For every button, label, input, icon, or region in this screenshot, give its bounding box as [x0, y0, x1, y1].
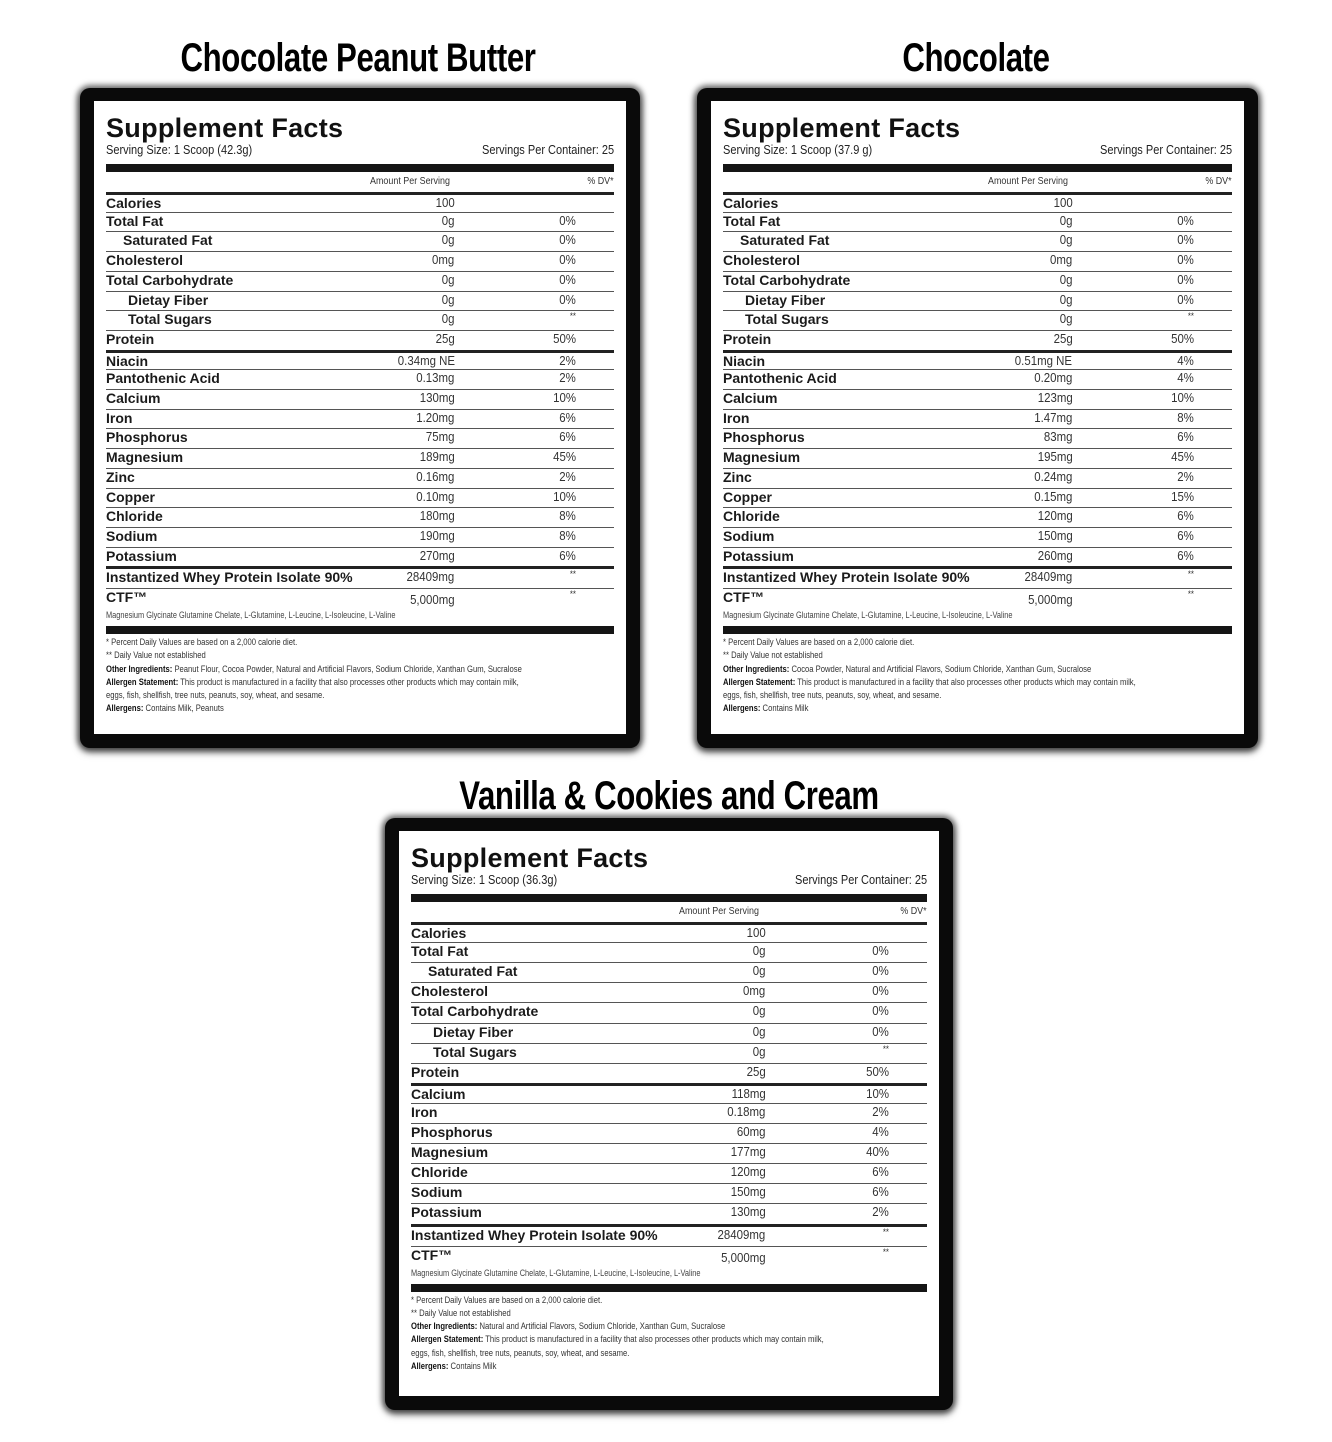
- nutrient-name: Calcium: [411, 1085, 466, 1102]
- nutrient-name: Potassium: [723, 547, 794, 564]
- nutrient-name: Sodium: [723, 527, 775, 544]
- top-thick-rule: [411, 894, 927, 902]
- nutrient-row: [106, 310, 614, 330]
- nutrient-amount: 0g: [441, 232, 455, 248]
- nutrient-amount: 0.24mg: [1034, 468, 1073, 484]
- nutrient-row: [723, 251, 1232, 271]
- nutrient-name: Magnesium: [411, 1144, 489, 1161]
- flavor-title: Vanilla & Cookies and Cream: [459, 774, 879, 818]
- column-header-dv: % DV*: [1205, 175, 1232, 187]
- nutrient-row: [411, 1163, 927, 1183]
- nutrient-amount: 0g: [752, 1043, 766, 1059]
- nutrient-daily-value: 0%: [1177, 252, 1194, 268]
- nutrient-row: [411, 1183, 927, 1203]
- nutrient-row: [106, 566, 614, 586]
- nutrient-amount: 0g: [752, 963, 766, 979]
- nutrient-name: Calcium: [723, 390, 778, 406]
- nutrient-row: [106, 547, 614, 567]
- nutrient-name: Calcium: [106, 390, 161, 406]
- column-header-dv: % DV*: [587, 175, 614, 187]
- nutrient-daily-value: 6%: [1177, 508, 1194, 524]
- nutrient-daily-value: 0%: [1177, 212, 1194, 228]
- nutrient-row: [106, 291, 614, 311]
- nutrient-row: [106, 192, 614, 212]
- nutrient-name: Calories: [106, 195, 162, 211]
- nutrient-row: [723, 389, 1232, 409]
- nutrient-name: Cholesterol: [411, 983, 489, 1000]
- servings-per-container: Servings Per Container: 25: [794, 873, 927, 887]
- nutrient-amount: 0.16mg: [416, 468, 455, 484]
- nutrient-amount: 0.15mg: [1034, 488, 1073, 504]
- nutrient-daily-value: 50%: [1171, 330, 1194, 346]
- nutrient-amount: 195mg: [1037, 449, 1073, 465]
- nutrient-row: [411, 1203, 927, 1223]
- allergens: [723, 702, 1136, 715]
- nutrient-daily-value: 0%: [872, 983, 889, 999]
- nutrient-row: [723, 369, 1232, 389]
- supplement-facts-label: [399, 831, 939, 1396]
- nutrient-daily-value: **: [1187, 569, 1194, 580]
- supplement-facts-label: [94, 101, 626, 734]
- nutrient-row: [723, 231, 1232, 251]
- nutrient-daily-value: 10%: [553, 390, 576, 405]
- nutrient-amount: 0g: [1059, 291, 1073, 307]
- nutrient-name: Phosphorus: [106, 429, 188, 446]
- nutrient-daily-value: 0%: [872, 943, 889, 959]
- allergens-label: Allergens:: [723, 703, 761, 714]
- ctf-ingredients: Magnesium Glycinate Glutamine Chelate, L-Glutamine, L-Leucine, L-Isoleucine, L-Valine: [106, 610, 396, 620]
- nutrient-daily-value: 6%: [559, 409, 576, 425]
- nutrient-daily-value: 2%: [1177, 468, 1194, 484]
- nutrient-row: [723, 310, 1232, 330]
- nutrient-amount: 25g: [1053, 330, 1073, 346]
- nutrient-daily-value: 10%: [553, 488, 576, 504]
- nutrient-amount: 0g: [1059, 311, 1073, 327]
- nutrient-amount: 0.20mg: [1034, 370, 1073, 386]
- other-ingredients-text: Peanut Flour, Cocoa Powder, Natural and Artificial Flavors, Sodium Chloride, Xanthan Gum, Sucralose: [172, 663, 522, 674]
- nutrient-name: Instantized Whey Protein Isolate 90%: [723, 569, 970, 586]
- nutrient-daily-value: 8%: [559, 527, 576, 543]
- nutrient-daily-value: 2%: [559, 468, 576, 484]
- nutrient-daily-value: 6%: [559, 429, 576, 445]
- nutrient-row: [411, 1143, 927, 1163]
- nutrient-amount: 180mg: [419, 508, 455, 524]
- footnote-not-established: ** Daily Value not established: [723, 650, 823, 661]
- bottom-thick-rule: [106, 626, 614, 634]
- nutrient-daily-value: 0%: [872, 963, 889, 979]
- footnote-dv-basis: * Percent Daily Values are based on a 2,000 calorie diet.: [411, 1294, 603, 1305]
- nutrient-daily-value: 0%: [1177, 291, 1194, 307]
- nutrient-daily-value: 10%: [1171, 390, 1194, 405]
- footnote-dv-basis: * Percent Daily Values are based on a 2,000 calorie diet.: [723, 637, 915, 647]
- nutrient-amount: 0g: [1059, 212, 1073, 228]
- nutrient-daily-value: **: [569, 569, 576, 580]
- nutrient-amount: 0g: [752, 1023, 766, 1039]
- nutrient-row: [411, 982, 927, 1002]
- supplement-facts-label: [711, 101, 1244, 734]
- nutrient-amount: 0g: [752, 1003, 766, 1019]
- nutrient-name: Pantothenic Acid: [723, 370, 837, 387]
- nutrient-daily-value: 2%: [559, 352, 576, 368]
- nutrient-name: Total Fat: [411, 943, 469, 960]
- allergen-statement-text: This product is manufactured in a facility that also processes other products which may contain milk,: [483, 1334, 824, 1345]
- ctf-ingredients: Magnesium Glycinate Glutamine Chelate, L-Glutamine, L-Leucine, L-Isoleucine, L-Valine: [723, 610, 1013, 620]
- nutrient-daily-value: 0%: [872, 1003, 889, 1019]
- nutrient-amount: 1.47mg: [1034, 409, 1073, 425]
- top-thick-rule: [106, 164, 614, 172]
- nutrient-row: [411, 1023, 927, 1043]
- nutrient-name: Cholesterol: [106, 252, 184, 269]
- nutrient-row: [411, 1103, 927, 1123]
- nutrient-daily-value: **: [1187, 311, 1194, 322]
- nutrient-daily-value: 4%: [1177, 370, 1194, 386]
- nutrient-daily-value: 2%: [559, 370, 576, 386]
- nutrient-name: Chloride: [106, 508, 163, 525]
- nutrient-amount: 189mg: [419, 449, 455, 465]
- nutrient-amount: 0.34mg NE: [397, 352, 455, 368]
- nutrient-daily-value: 50%: [866, 1063, 889, 1079]
- allergen-statement-label: Allergen Statement:: [723, 676, 796, 687]
- nutrient-daily-value: **: [1187, 589, 1194, 599]
- nutrient-name: Saturated Fat: [123, 232, 213, 249]
- nutrient-name: Copper: [106, 488, 155, 505]
- nutrient-amount: 177mg: [730, 1144, 766, 1160]
- nutrient-daily-value: 6%: [1177, 547, 1194, 563]
- nutrient-amount: 0g: [441, 311, 455, 327]
- nutrient-amount: 130mg: [419, 390, 455, 405]
- nutrient-row: [106, 507, 614, 527]
- label-heading: Supplement Facts: [723, 113, 961, 143]
- nutrient-row: [106, 428, 614, 448]
- nutrient-amount: 270mg: [419, 547, 455, 563]
- nutrient-daily-value: **: [882, 1226, 889, 1237]
- nutrient-row: [723, 212, 1232, 232]
- footnote-dv-basis: * Percent Daily Values are based on a 2,000 calorie diet.: [106, 637, 298, 647]
- nutrient-daily-value: 6%: [872, 1164, 889, 1180]
- footnotes: [106, 636, 522, 716]
- allergen-statement-cont: eggs, fish, shellfish, tree nuts, peanuts, soy, wheat, and sesame.: [411, 1347, 630, 1358]
- nutrient-row: [106, 448, 614, 468]
- nutrient-daily-value: 45%: [1171, 449, 1194, 465]
- nutrient-daily-value: 0%: [559, 271, 576, 287]
- nutrient-amount: 28409mg: [1024, 569, 1073, 585]
- nutrient-name: Cholesterol: [723, 252, 801, 269]
- allergens: [411, 1360, 824, 1373]
- nutrient-name: Total Fat: [723, 212, 781, 229]
- nutrient-row: [411, 1224, 927, 1244]
- nutrient-amount: 83mg: [1043, 429, 1073, 445]
- nutrient-row: [106, 468, 614, 488]
- ctf-ingredients: Magnesium Glycinate Glutamine Chelate, L-Glutamine, L-Leucine, L-Isoleucine, L-Valine: [411, 1267, 701, 1278]
- nutrient-row: [106, 488, 614, 508]
- nutrient-amount: 1.20mg: [416, 409, 455, 425]
- nutrient-daily-value: 45%: [553, 449, 576, 465]
- nutrient-amount: 25g: [746, 1063, 766, 1079]
- nutrient-name: Iron: [411, 1103, 438, 1120]
- servings-per-container: Servings Per Container: 25: [481, 143, 614, 157]
- nutrient-name: Total Fat: [106, 212, 164, 229]
- footnote-not-established: ** Daily Value not established: [411, 1307, 511, 1318]
- nutrient-row: [723, 192, 1232, 212]
- nutrient-amount: 0.13mg: [416, 370, 455, 386]
- allergen-statement: [106, 676, 522, 689]
- nutrient-amount: 0g: [441, 212, 455, 228]
- nutrient-row: [106, 212, 614, 232]
- other-ingredients-label: Other Ingredients:: [106, 663, 173, 674]
- column-header-amount: Amount Per Serving: [679, 905, 760, 917]
- nutrient-row: [723, 468, 1232, 488]
- nutrient-amount: 150mg: [730, 1184, 766, 1200]
- nutrient-amount: 0g: [441, 271, 455, 287]
- nutrient-row: [106, 527, 614, 547]
- nutrient-amount: 100: [746, 925, 766, 940]
- nutrient-row: [723, 507, 1232, 527]
- nutrient-amount: 0.10mg: [416, 488, 455, 504]
- servings-per-container: Servings Per Container: 25: [1099, 143, 1232, 157]
- nutrient-name: Calories: [411, 925, 467, 941]
- nutrient-row: [411, 1063, 927, 1083]
- nutrient-row: [411, 1043, 927, 1063]
- label-heading: Supplement Facts: [411, 843, 649, 873]
- nutrient-name: CTF™: [106, 589, 148, 605]
- allergens-label: Allergens:: [106, 703, 144, 714]
- other-ingredients-label: Other Ingredients:: [411, 1321, 478, 1332]
- footnotes: [723, 636, 1136, 716]
- nutrient-daily-value: 0%: [559, 291, 576, 307]
- nutrient-amount: 260mg: [1037, 547, 1073, 563]
- nutrient-amount: 28409mg: [717, 1226, 766, 1242]
- nutrient-row: [411, 1083, 927, 1103]
- nutrient-amount: 130mg: [730, 1204, 766, 1220]
- nutrient-name: Potassium: [411, 1204, 482, 1221]
- nutrient-name: Iron: [106, 409, 133, 426]
- column-header-amount: Amount Per Serving: [370, 175, 451, 187]
- nutrient-amount: 120mg: [1037, 508, 1073, 524]
- nutrient-amount: 0g: [441, 291, 455, 307]
- other-ingredients-text: Natural and Artificial Flavors, Sodium Chloride, Xanthan Gum, Sucralose: [477, 1321, 726, 1332]
- allergen-statement-label: Allergen Statement:: [411, 1334, 484, 1345]
- nutrient-row: [106, 369, 614, 389]
- nutrient-name: Sodium: [106, 527, 158, 544]
- nutrient-row: [106, 389, 614, 409]
- nutrient-name: Dietay Fiber: [745, 291, 826, 308]
- allergens-text: Contains Milk, Peanuts: [143, 703, 224, 714]
- nutrient-amount: 0mg: [743, 983, 766, 999]
- nutrient-row: [723, 448, 1232, 468]
- nutrient-daily-value: 8%: [559, 508, 576, 524]
- nutrient-row: [723, 291, 1232, 311]
- other-ingredients: [106, 663, 522, 676]
- nutrient-name: Protein: [411, 1063, 460, 1080]
- nutrient-amount: 100: [435, 195, 455, 210]
- nutrient-name: Total Sugars: [745, 311, 829, 328]
- nutrient-name: Pantothenic Acid: [106, 370, 220, 387]
- serving-size: Serving Size: 1 Scoop (37.9 g): [723, 143, 873, 157]
- nutrient-name: Zinc: [106, 468, 135, 485]
- allergens-text: Contains Milk: [760, 703, 809, 714]
- nutrient-daily-value: **: [882, 1246, 889, 1257]
- nutrient-amount: 28409mg: [406, 569, 455, 585]
- nutrient-row: [106, 271, 614, 291]
- nutrient-row: [723, 330, 1232, 350]
- column-header-amount: Amount Per Serving: [987, 175, 1068, 187]
- nutrient-name: Protein: [723, 330, 772, 347]
- nutrient-amount: 5,000mg: [720, 1249, 766, 1265]
- nutrient-amount: 5,000mg: [1027, 592, 1073, 607]
- nutrient-name: Total Sugars: [433, 1043, 517, 1060]
- serving-size: Serving Size: 1 Scoop (42.3g): [106, 143, 253, 157]
- nutrient-name: Instantized Whey Protein Isolate 90%: [106, 569, 353, 586]
- nutrient-row: [723, 271, 1232, 291]
- nutrient-daily-value: 0%: [559, 212, 576, 228]
- nutrient-daily-value: 6%: [1177, 429, 1194, 445]
- column-header-dv: % DV*: [900, 905, 927, 917]
- flavor-title: Chocolate Peanut Butter: [180, 36, 536, 80]
- nutrient-row: [723, 527, 1232, 547]
- other-ingredients: [723, 663, 1136, 676]
- nutrient-name: Iron: [723, 409, 750, 426]
- nutrient-row: [106, 231, 614, 251]
- nutrient-name: Magnesium: [723, 449, 801, 466]
- allergens: [106, 702, 522, 715]
- nutrient-daily-value: 2%: [872, 1103, 889, 1119]
- nutrient-amount: 0.18mg: [727, 1103, 766, 1119]
- nutrient-name: Saturated Fat: [740, 232, 830, 249]
- nutrient-row: [411, 922, 927, 942]
- nutrient-name: Sodium: [411, 1184, 463, 1201]
- serving-size: Serving Size: 1 Scoop (36.3g): [411, 873, 558, 887]
- other-ingredients-text: Cocoa Powder, Natural and Artificial Flavors, Sodium Chloride, Xanthan Gum, Sucralose: [789, 663, 1092, 674]
- allergen-statement-cont: eggs, fish, shellfish, tree nuts, peanuts, soy, wheat, and sesame.: [723, 690, 942, 701]
- nutrient-name: Total Sugars: [128, 311, 212, 328]
- nutrient-name: Total Carbohydrate: [723, 271, 851, 288]
- nutrient-row: [106, 251, 614, 271]
- nutrient-row: [411, 1002, 927, 1022]
- nutrient-daily-value: 6%: [559, 547, 576, 563]
- nutrient-daily-value: 0%: [559, 252, 576, 268]
- nutrient-daily-value: 15%: [1171, 488, 1194, 504]
- nutrient-daily-value: 4%: [872, 1124, 889, 1139]
- nutrient-name: Total Carbohydrate: [411, 1003, 539, 1020]
- nutrient-row: [411, 1123, 927, 1143]
- nutrient-row: [723, 409, 1232, 429]
- flavor-title: Chocolate: [902, 36, 1050, 80]
- nutrient-name: Chloride: [411, 1164, 468, 1181]
- nutrient-name: Phosphorus: [723, 429, 805, 446]
- nutrient-name: Dietay Fiber: [128, 291, 209, 308]
- nutrient-daily-value: 40%: [866, 1144, 889, 1160]
- nutrient-daily-value: 0%: [872, 1023, 889, 1039]
- nutrient-row: [106, 350, 614, 370]
- bottom-thick-rule: [411, 1284, 927, 1292]
- nutrient-amount: 123mg: [1037, 390, 1073, 405]
- nutrient-daily-value: 0%: [559, 232, 576, 248]
- nutrient-daily-value: 8%: [1177, 409, 1194, 425]
- nutrient-row: [723, 547, 1232, 567]
- nutrient-name: Total Carbohydrate: [106, 271, 234, 288]
- nutrient-row: [723, 350, 1232, 370]
- other-ingredients-label: Other Ingredients:: [723, 663, 790, 674]
- nutrient-daily-value: **: [569, 589, 576, 599]
- nutrient-name: CTF™: [723, 589, 765, 605]
- nutrient-daily-value: 2%: [872, 1204, 889, 1220]
- allergen-statement-cont: eggs, fish, shellfish, tree nuts, peanuts, soy, wheat, and sesame.: [106, 690, 325, 701]
- footnote-not-established: ** Daily Value not established: [106, 650, 206, 661]
- nutrient-name: Potassium: [106, 547, 177, 564]
- nutrient-name: Chloride: [723, 508, 780, 525]
- nutrient-daily-value: 4%: [1177, 352, 1194, 368]
- nutrient-amount: 0g: [752, 943, 766, 959]
- footnotes: [411, 1294, 824, 1374]
- nutrient-name: CTF™: [411, 1246, 453, 1263]
- nutrient-daily-value: 50%: [553, 330, 576, 346]
- nutrient-row: [723, 488, 1232, 508]
- nutrient-daily-value: 6%: [1177, 527, 1194, 543]
- other-ingredients: [411, 1320, 824, 1333]
- nutrient-name: Dietay Fiber: [433, 1023, 514, 1040]
- nutrient-name: Instantized Whey Protein Isolate 90%: [411, 1226, 658, 1243]
- nutrient-name: Zinc: [723, 468, 752, 485]
- nutrient-amount: 60mg: [736, 1124, 766, 1139]
- nutrient-daily-value: 10%: [866, 1085, 889, 1101]
- bottom-thick-rule: [723, 626, 1232, 634]
- nutrient-name: Phosphorus: [411, 1124, 493, 1140]
- nutrient-daily-value: **: [882, 1043, 889, 1054]
- label-heading: Supplement Facts: [106, 113, 344, 143]
- nutrient-row: [106, 409, 614, 429]
- nutrient-amount: 118mg: [731, 1085, 766, 1101]
- nutrient-name: Protein: [106, 330, 155, 347]
- nutrient-amount: 25g: [435, 330, 455, 346]
- nutrient-daily-value: 6%: [872, 1184, 889, 1200]
- allergens-label: Allergens:: [411, 1361, 449, 1372]
- nutrient-name: Calories: [723, 195, 779, 211]
- nutrient-daily-value: **: [569, 311, 576, 322]
- allergen-statement-label: Allergen Statement:: [106, 676, 179, 687]
- allergen-statement-text: This product is manufactured in a facility that also processes other products which may contain milk,: [795, 676, 1136, 687]
- allergen-statement: [411, 1333, 824, 1346]
- nutrient-amount: 5,000mg: [410, 592, 455, 607]
- nutrient-daily-value: 0%: [1177, 232, 1194, 248]
- nutrient-name: Magnesium: [106, 449, 184, 466]
- nutrient-amount: 150mg: [1037, 527, 1073, 543]
- allergen-statement: [723, 676, 1136, 689]
- nutrient-amount: 100: [1053, 195, 1073, 210]
- allergens-text: Contains Milk: [448, 1361, 497, 1372]
- nutrient-daily-value: 0%: [1177, 271, 1194, 287]
- nutrient-name: Niacin: [106, 352, 149, 369]
- nutrient-amount: 190mg: [419, 527, 455, 543]
- nutrient-row: [411, 942, 927, 962]
- nutrient-name: Niacin: [723, 352, 766, 369]
- nutrient-amount: 120mg: [730, 1164, 766, 1180]
- nutrient-amount: 0mg: [432, 252, 455, 268]
- nutrient-amount: 75mg: [426, 429, 455, 445]
- nutrient-row: [411, 962, 927, 982]
- nutrient-amount: 0.51mg NE: [1015, 352, 1073, 368]
- nutrient-row: [106, 330, 614, 350]
- top-thick-rule: [723, 164, 1232, 172]
- nutrient-amount: 0g: [1059, 232, 1073, 248]
- allergen-statement-text: This product is manufactured in a facility that also processes other products which may contain milk,: [178, 676, 519, 687]
- nutrient-amount: 0mg: [1050, 252, 1073, 268]
- nutrient-amount: 0g: [1059, 271, 1073, 287]
- nutrient-name: Copper: [723, 488, 772, 505]
- nutrient-name: Saturated Fat: [428, 963, 518, 980]
- nutrient-row: [723, 428, 1232, 448]
- nutrient-row: [723, 566, 1232, 586]
